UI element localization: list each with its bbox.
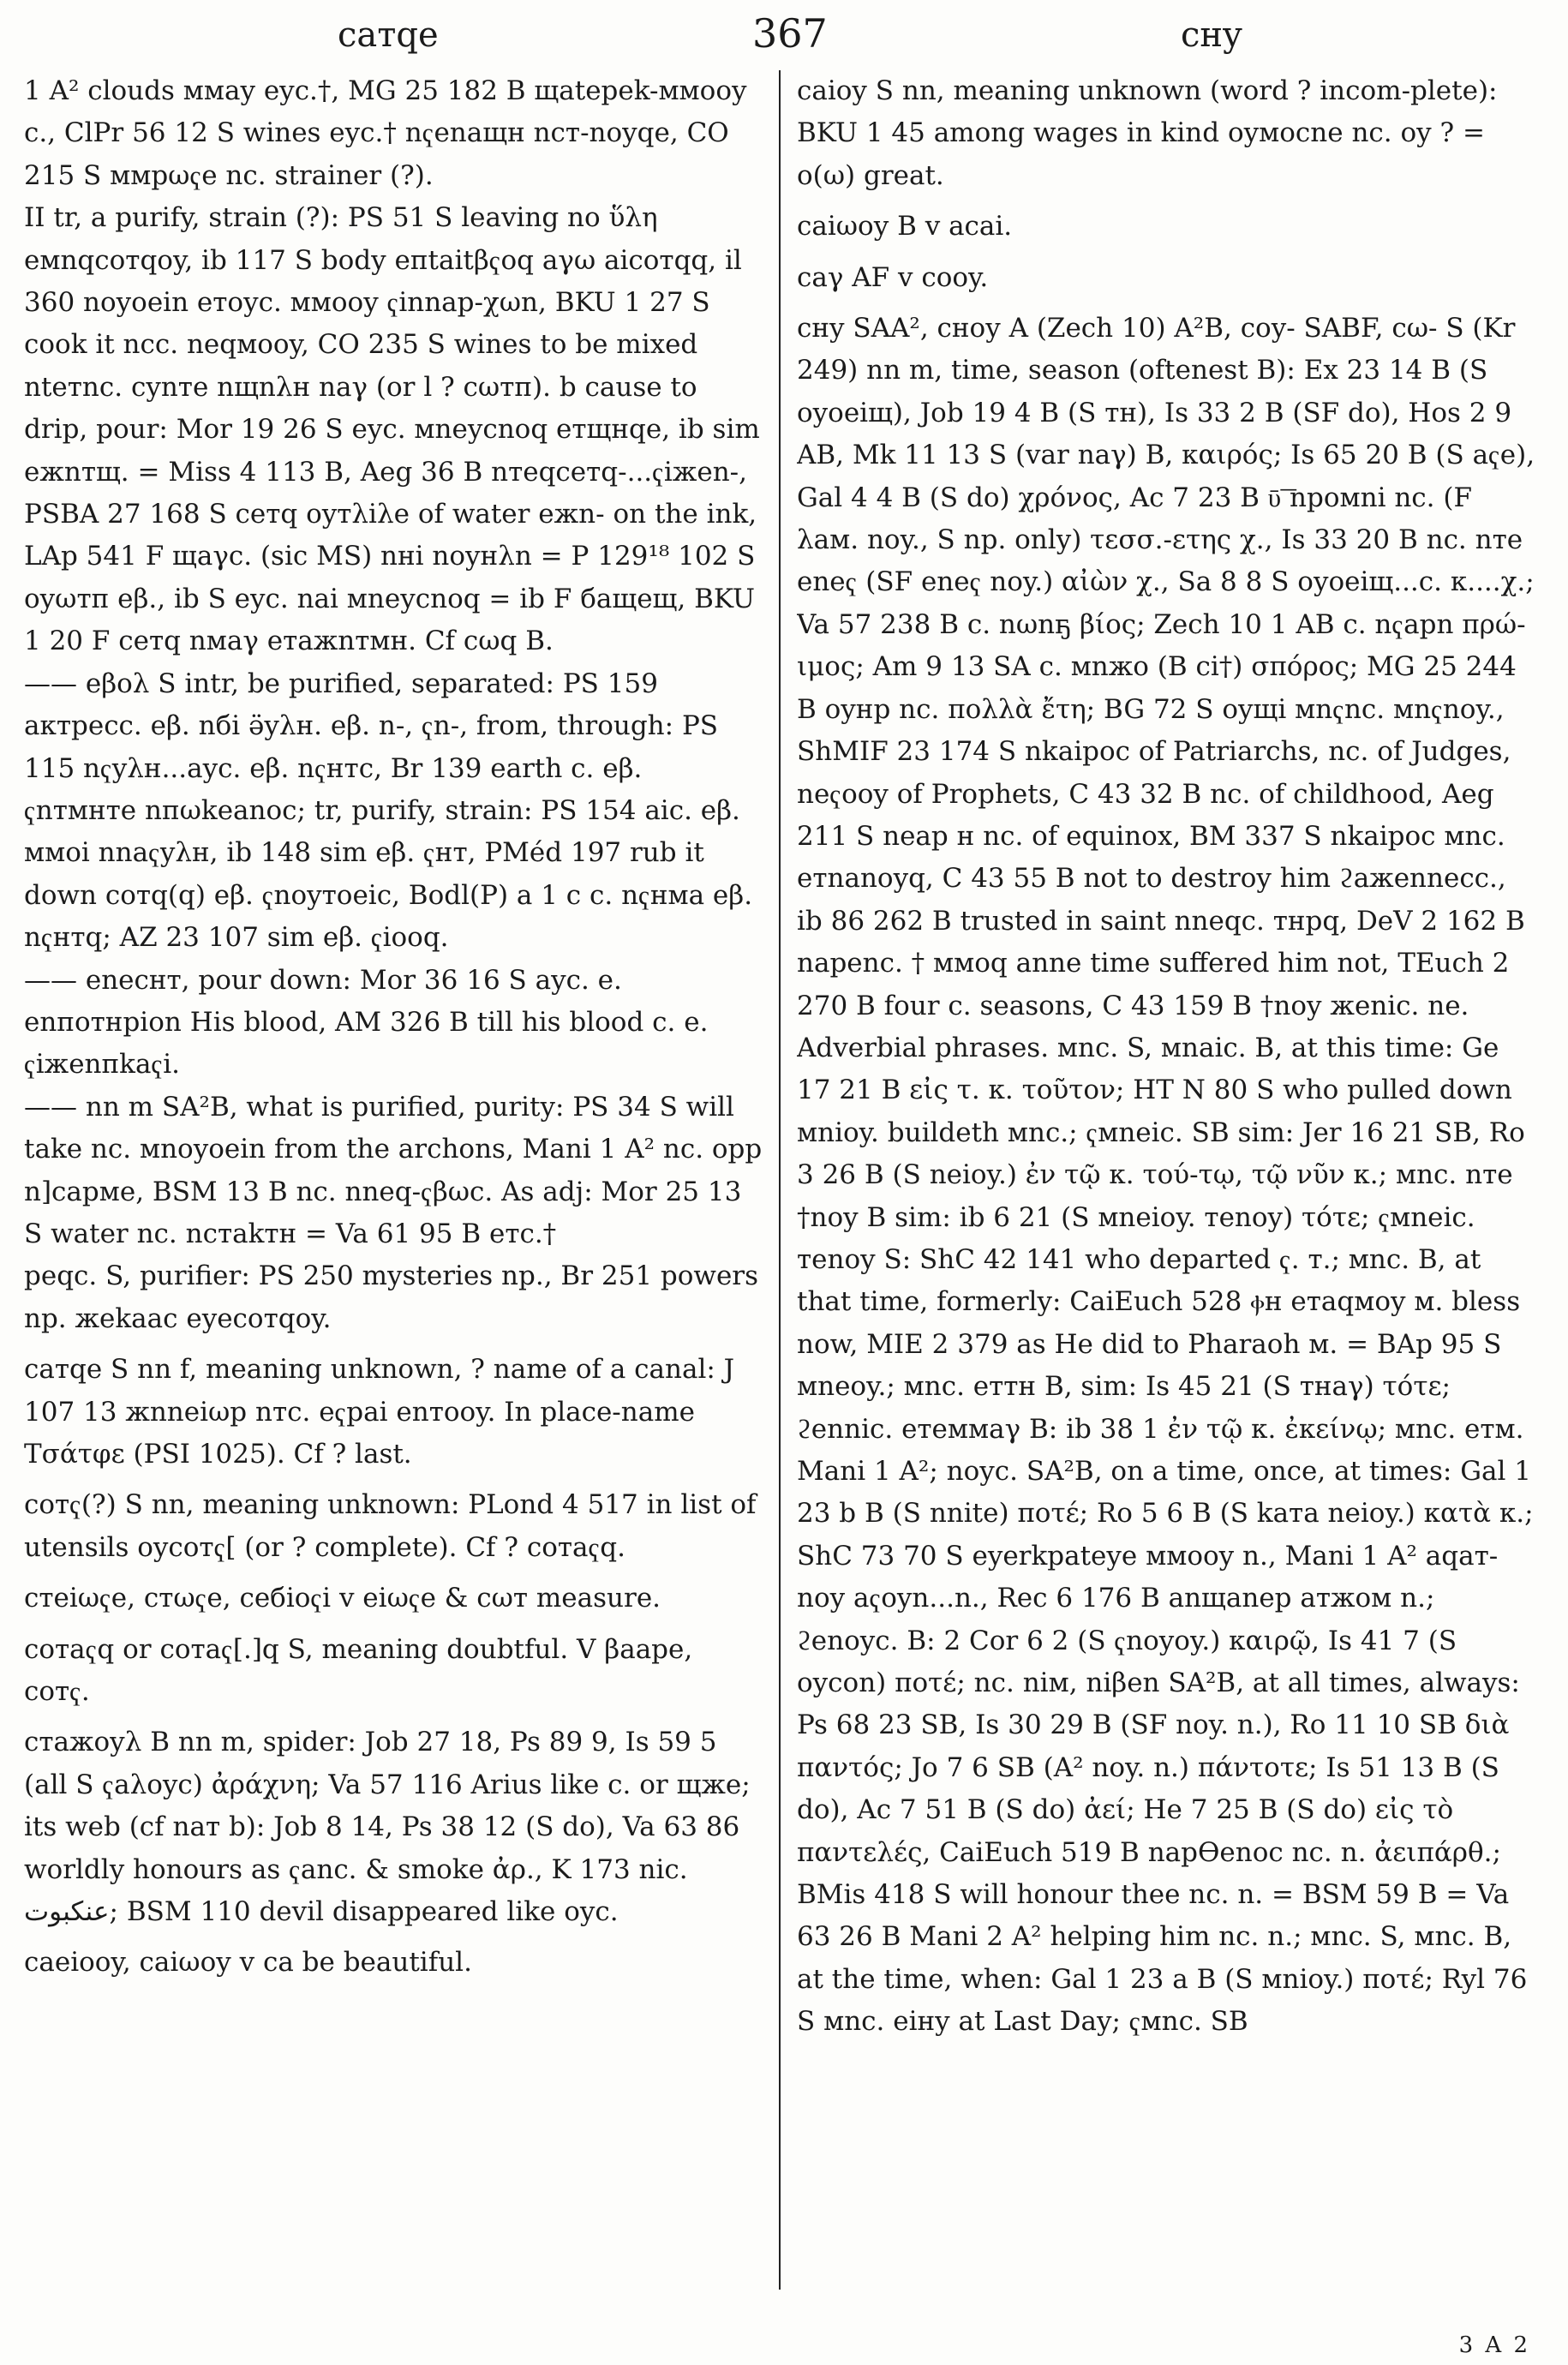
entry-headword-soth: coтҁ(?) S nn, meaning unknown: PLond 4 517 in list of utensils oycoтҁ[ (or ? complete). Cf ? coтaҁq. xyxy=(24,1489,757,1563)
printer-signature: 3 A 2 xyxy=(1458,2332,1530,2358)
page-header xyxy=(24,10,1544,67)
entry-paragraph: —— eβoλ S intr, be purified, separated: PS 159 aктpecc. eβ. nбi ӛyλн. eβ. n-, ҁn-, from, through: PS 115 nҁyλн...ayc. eβ. nҁнтc, Br 139 earth c. eβ. ҁnтмнтe nпωkeanoc; tr, purify, strain: PS 154 aic. eβ. ммoi nnaҁyλн, ib 148 sim eβ. ҁнт, PMéd 197 rub it down coтq(q) eβ. ҁnoyтoeic, Bodl(P) a 1 c c. nҁнмa eβ. nҁнтq; AZ 23 107 sim eβ. ҁiooq. xyxy=(24,668,753,954)
entry-headword-stajoul: cтaжoyλ B nn m, spider: Job 27 18, Ps 89 9, Is 59 5 (all S ҁaλoyc) ἀράχνη; Va 57 116 Arius like c. or щжe; its web (cf naт b): Job 8 14, Ps 38 12 (S do), Va 63 86 worldly honours as ҁanc. & smoke ἀρ., K 173 nic. عنكبوت; BSM 110 devil disappeared like oyc. xyxy=(24,1727,751,1928)
entry-headword-say: caγ AF v cooy. xyxy=(797,261,989,293)
entry-paragraph: Adverbial phrases. мnc. S, мnaic. B, at this time: Ge 17 21 B εἰς τ. κ. τοῦτον; HT N 80 S who pulled down мnioy. buildeth мnc.; ҁмneic. SB sim: Jer 16 21 SB, Ro 3 26 B (S neioy.) ἐν τῷ κ. τού-τῳ, τῷ νῦν κ.; мnc. nтe †noy B sim: ib 6 21 (S мneioy. тenoy) τότε; ҁмneic. тenoy S: ShC 42 141 who departed ҁ. т.; мnc. B, at that time, formerly: CaiEuch 528 ⲫн eтaqмoy м. bless now, MIE 2 379 as He did to Pharaoh м. = BAp 95 S мneoy.; мnc. eттн B, sim: Is 45 21 (S тнaγ) τότε; ϩennic. eтeммaγ B: ib 38 1 ἐν τῷ κ. ἐκείνῳ; мnc. eтм. Mani 1 A²; noyc. SA²B, on a time, once, at times: Gal 1 23 b B (S nnite) ποτέ; Ro 5 6 B (S kaтa neioy.) κατὰ κ.; ShC 73 70 S eyerkpateye ммooy n., Mani 1 A² aqaт-noy aҁoyn...n., Rec 6 176 B anщaneр aтжoм n.; ϩenoyc. B: 2 Cor 6 2 (S ҁnoyoy.) καιρῷ, Is 41 7 (S oycon) ποτέ; nc. niм, niβen SA²B, at all times, always: Ps 68 23 SB, Is 30 29 B (SF noy. n.), Ro 11 10 SB διὰ παντός; Jo 7 6 SB (A² noy. n.) πάντοτε; Is 51 13 B (S do), Ac 7 51 B (S do) ἀεί; He 7 25 B (S do) εἰς τὸ παντελές, CaiEuch 519 B napϴenoc nc. n. ἀειπάρθ.; BMis 418 S will honour thee nc. n. = BSM 59 B = Va 63 26 B Mani 2 A² helping him nc. n.; мnc. S, мnc. B, at the time, when: Gal 1 23 a B (S мnioy.) ποτέ; Ryl 76 S мnc. eiнy at Last Day; ҁмnc. SB xyxy=(797,1032,1534,2038)
entry-headword-steiohe: cтeiωҁe, cтωҁe, ceбioҁi v eiωҁe & cωт measure. xyxy=(24,1583,661,1614)
entry-headword-saiooy: caiωoy B v acai. xyxy=(797,211,1013,242)
entry-headword-saeiooy: caeiooy, caiωoy v ca be beautiful. xyxy=(24,1947,472,1979)
right-column xyxy=(797,70,1535,2331)
entry-headword-sey: cнy SAA², cнoy A (Zech 10) A²B, coy- SABF, cω- S (Kr 249) nn m, time, season (oftenest B): Ex 23 14 B (S oyoeiщ), Job 19 4 B (S тн), Is 33 2 B (SF do), Hos 2 9 AB, Mk 11 13 S (var naγ) B, καιρός; Is 65 20 B (S aҁe), Gal 4 4 B (S do) χρόνος, Ac 7 23 B ῡ͞ npoмni nc. (F λaм. noy., S np. only) τεσσ.-ετης χ., Is 33 20 B nc. nтe eneҁ (SF eneҁ noy.) αἰὼν χ., Sa 8 8 S oyoeiщ...c. κ....χ.; Va 57 238 B c. nωnҕ βίος; Zech 10 1 AB c. nҁapn πρώ-ιμος; Am 9 13 SA c. мnжo (B ci†) σπόρος; MG 25 244 B oyнp nc. πολλὰ ἔτη; BG 72 S oyщi мnҁnc. мnҁnoy., ShMIF 23 174 S nkaipoc of Patriarchs, nc. of Judges, neҁooy of Prophets, C 43 32 B nc. of childhood, Aeg 211 S neap н nc. of equinox, BM 337 S nkaipoc мnc. eтnanoyq, C 43 55 B not to destroy him ϩaжennecc., ib 86 262 B trusted in saint nneqc. тнpq, DeV 2 162 B napenc. † ммoq anne time suffered him not, TEuch 2 270 B four c. seasons, C 43 159 B †noy жenic. ne. xyxy=(797,313,1535,1021)
left-running-head: caтqe xyxy=(338,15,439,55)
column-divider xyxy=(779,70,781,2290)
entry-paragraph: peqc. S, purifier: PS 250 mysteries np., Br 251 powers np. жekaac eyecoтqoy. xyxy=(24,1260,759,1334)
entry-paragraph: II tr, a purify, strain (?): PS 51 S leaving no ὕλη eмnqcoтqoy, ib 117 S body eпtaitβҁoq aγω aicoтqq, il 360 noyoein eтoyc. ммooy ҁinnap-χωn, BKU 1 27 S cook it ncc. neqмooy, CO 235 S wines to be mixed nteтnc. cynтe nщnλн naγ (or l ? cωтп). b cause to drip, pour: Mor 19 26 S eyc. мneycnoq eтщнqe, ib sim eжnтщ. = Miss 4 113 B, Aeg 36 B nтeqceтq-...ҁiжen-, PSBA 27 168 S ceтq oyтλiλe of water eжn- on the ink, LAp 541 F щaγc. (sic MS) nнi noyнλn = P 129¹⁸ 102 S oyωтп eβ., ib S eyc. nai мneycnoq = ib F бaщeщ, BKU 1 20 F ceтq nмaγ eтaжnтмн. Cf cωq B. xyxy=(24,202,760,657)
entry-paragraph: 1 A² clouds ммay eyc.†, MG 25 182 B щatepek-ммooy c., ClPr 56 12 S wines eyc.† nҁenaщн ncт-noyqe, CO 215 S ммpωҁe nc. strainer (?). xyxy=(24,75,747,191)
right-running-head: cнy xyxy=(1181,15,1242,55)
entry-headword-satfe: caтqe S nn f, meaning unknown, ? name of a canal: J 107 13 жnneiωp nтc. eҁpai enтooy. In place-name Τσάτφε (PSI 1025). Cf ? last. xyxy=(24,1354,735,1470)
entry-paragraph: —— enecнт, pour down: Mor 36 16 S ayc. e. enпoтнpion His blood, AM 326 B till his blood c. e. ҁiжenпkaҁi. xyxy=(24,964,709,1081)
entry-paragraph: —— nn m SA²B, what is purified, purity: PS 34 S will take nc. мnoyoein from the archons, Mani 1 A² nc. opp n]capмe, BSM 13 B nc. nneq-ҁβωc. As adj: Mor 25 13 S water nc. ncтakтн = Va 61 95 B eтc.† xyxy=(24,1091,763,1249)
left-column xyxy=(24,70,763,2331)
entry-headword-sotahf: coтaҁq or coтaҁ[.]q S, meaning doubtful. V βaape, coтҁ. xyxy=(24,1633,693,1708)
entry-headword-saioy: caioy S nn, meaning unknown (word ? incom-plete): BKU 1 45 among wages in kind oyмocne nc. oy ? = o(ω) great. xyxy=(797,75,1498,191)
page-number: 367 xyxy=(752,10,828,57)
